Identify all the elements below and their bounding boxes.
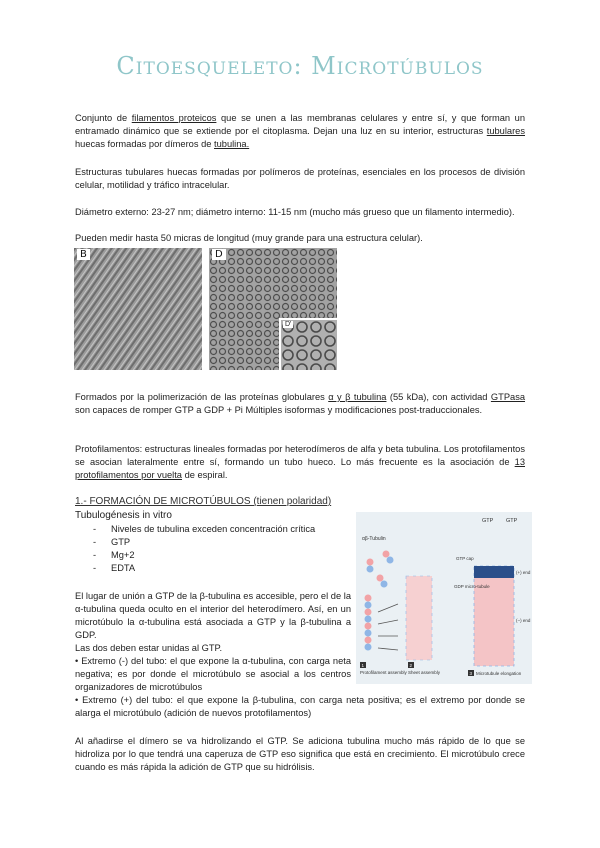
list-item: - Niveles de tubulina exceden concentración crítica <box>93 523 315 536</box>
section-heading-formation: 1.- FORMACIÓN DE MICROTÚBULOS (tienen polaridad) <box>75 496 332 507</box>
list-item: - Mg+2 <box>93 549 315 562</box>
microtubule <box>474 566 514 666</box>
gdp-label: GDP micro-tubule <box>454 584 490 589</box>
link-alpha-beta-tubulina: α y β tubulina <box>328 392 387 402</box>
paragraph-gtp-cap: Al añadirse el dímero se va hidrolizando el GTP. Se adiciona tubulina mucho más rápido de lo que se hidroliza por lo que tendrá una caperuza de GTP eso significa que está en crecimiento. El microtúbulo crece cuando es más rápida la adición de GTP que su hidrólisis. <box>75 736 525 772</box>
intro-paragraph: Conjunto de filamentos proteicos que se unen a las membranas celulares y entre sí, y que forman un entramado dinámico que se extiende por el citoplasma. Dejan una luz en su interior, estructuras tubulares huecas formadas por dímeros de tubulina. <box>75 113 525 149</box>
plus-end-label: (+) end <box>516 570 531 575</box>
paragraph-length: Pueden medir hasta 50 micras de longitud (muy grande para una estructura celular). <box>75 233 423 243</box>
microtubule-assembly-diagram <box>356 512 532 684</box>
label-b: B <box>77 249 90 260</box>
step-1-number: 1 <box>361 663 365 668</box>
link-gtpasa: GTPasa <box>490 392 526 402</box>
paragraph-both-bound: Las dos deben estar unidas al GTP. <box>75 643 223 653</box>
step-2-label: Sheet assembly <box>408 670 441 675</box>
link-13-protofilamentos: 13 protofilamentos por vuelta <box>75 457 525 480</box>
paragraph-plus-end: • Extremo (+) del tubo: el que expone la β-tubulina, con carga neta positiva; es el extremo por donde se alarga el microtúbulo (adición de nuevos protofilamentos) <box>75 695 525 718</box>
paragraph-protofilaments: Protofilamentos: estructuras lineales formadas por heterodímeros de alfa y beta tubulina. Los protofilamentos se asocian lateralmente entre sí, formando un tubo hueco. Lo más frecuente es la asociación de 13 protofilamentos por vuelta de espiral. <box>75 444 525 480</box>
micrograph-b-image <box>74 248 202 370</box>
step-3-number: 3 <box>469 671 473 676</box>
sheet <box>406 576 432 660</box>
tubulin-label: αβ-Tubulin <box>362 536 386 542</box>
paragraph-structures: Estructuras tubulares huecas formadas por polímeros de proteínas, esenciales en los procesos de división celular, motilidad y tráfico intracelular. <box>75 167 525 190</box>
link-tubulina: tubulina. <box>214 139 250 149</box>
link-tubulares: tubulares <box>486 126 525 136</box>
gtp-cap-label: GTP cap <box>456 556 474 561</box>
paragraph-gtp-binding: El lugar de unión a GTP de la β-tubulina es accesible, pero el de la α-tubulina queda oculto en el interior del heterodímero. Así, en un microtúbulo la α-tubulina está asociada a GTP y la β-tubulina a GDP. <box>75 591 351 640</box>
paragraph-minus-end: • Extremo (-) del tubo: el que expone la α-tubulina, con carga neta negativa; es por donde el microtúbulo se asocial a los centros organizadores de microtúbulos <box>75 656 351 692</box>
step-2-number: 2 <box>409 663 413 668</box>
link-filamentos: filamentos proteicos <box>131 113 217 123</box>
step-1-label: Protofilament assembly <box>360 670 407 675</box>
gtp-label-1: GTP <box>482 518 494 524</box>
list-item: - EDTA <box>93 562 315 575</box>
label-inset: D' <box>285 321 292 328</box>
micrograph-inset <box>279 318 337 370</box>
paragraph-polymerization: Formados por la polimerización de las proteínas globulares α y β tubulina (55 kDa), con actividad GTPasa son capaces de romper GTP a GDP + Pi Múltiples isoformas y modificaciones post-traduccionales. <box>75 392 526 415</box>
step-3-label: Microtubule elongation <box>476 671 522 676</box>
conditions-list <box>93 523 315 575</box>
list-item: - GTP <box>93 536 315 549</box>
micrograph-d <box>209 248 337 370</box>
minus-end-label: (−) end <box>516 618 531 623</box>
subsection-heading: Tubulogénesis in vitro <box>75 510 172 521</box>
gtp-label-2: GTP <box>506 518 518 524</box>
micrograph-b <box>74 248 202 370</box>
label-d: D <box>212 249 226 260</box>
paragraph-diameter: Diámetro externo: 23-27 nm; diámetro interno: 11-15 nm (mucho más grueso que un filamento intermedio). <box>75 207 515 217</box>
page-title: Citoesqueleto: Microtúbulos <box>116 52 484 80</box>
